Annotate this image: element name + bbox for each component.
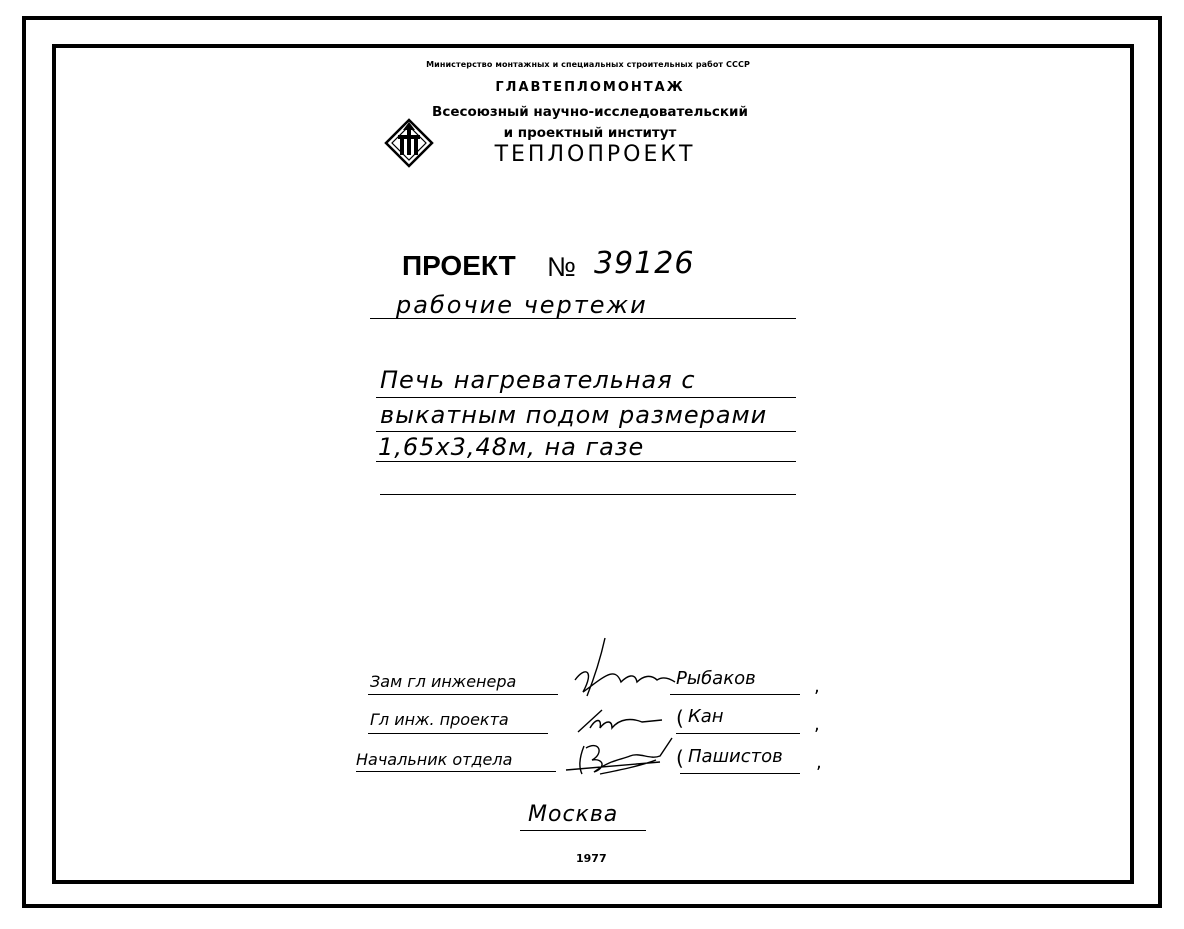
rule-sig-name-3	[680, 773, 800, 774]
year-text: 1977	[576, 852, 607, 865]
signature-mark-3	[560, 730, 678, 778]
signature-punct-1: ,	[814, 676, 820, 697]
institute-line-2: и проектный институт	[503, 125, 677, 141]
rule-sig-pos-3	[356, 771, 556, 772]
signature-position-2: Гл инж. проекта	[370, 710, 509, 729]
project-label: ПРОЕКТ	[402, 250, 516, 281]
title-line-3: 1,65х3,48м, на газе	[378, 433, 645, 461]
rule-sig-name-1	[670, 694, 800, 695]
signature-name-2: Кан	[688, 706, 724, 727]
rule-title-1	[376, 397, 796, 398]
rule-sig-pos-1	[368, 694, 558, 695]
rule-title-3	[376, 461, 796, 462]
directorate-text: ГЛАВТЕПЛОМОНТАЖ	[495, 80, 685, 95]
rule-sig-name-2	[676, 733, 800, 734]
city-text: Москва	[528, 802, 619, 827]
signature-name-3: Пашистов	[688, 746, 783, 767]
signature-position-1: Зам гл инженера	[370, 672, 517, 691]
signature-name-1: Рыбаков	[676, 668, 756, 689]
rule-sig-pos-2	[368, 733, 548, 734]
number-sign: №	[547, 252, 576, 282]
signature-mark-1	[565, 636, 685, 702]
ministry-text: Министерство монтажных и специальных строительных работ СССР	[426, 60, 750, 69]
signature-punct-3: ,	[816, 752, 822, 773]
rule-city	[520, 830, 646, 831]
work-type: рабочие чертежи	[396, 291, 648, 319]
signature-paren-3: (	[676, 746, 684, 770]
rule-work-type	[370, 318, 796, 319]
rule-title-2	[376, 431, 796, 432]
signature-paren-2: (	[676, 706, 684, 730]
institute-name: ТЕПЛОПРОЕКТ	[494, 142, 696, 167]
teploproekt-logo-icon	[384, 118, 434, 168]
signature-position-3: Начальник отдела	[356, 750, 513, 769]
project-number: 39126	[594, 246, 695, 281]
institute-line-1: Всесоюзный научно-исследовательский	[432, 104, 748, 120]
title-line-1: Печь нагревательная с	[380, 366, 696, 394]
rule-title-4	[380, 494, 796, 495]
title-line-2: выкатным подом размерами	[380, 401, 768, 429]
signature-punct-2: ,	[814, 714, 820, 735]
